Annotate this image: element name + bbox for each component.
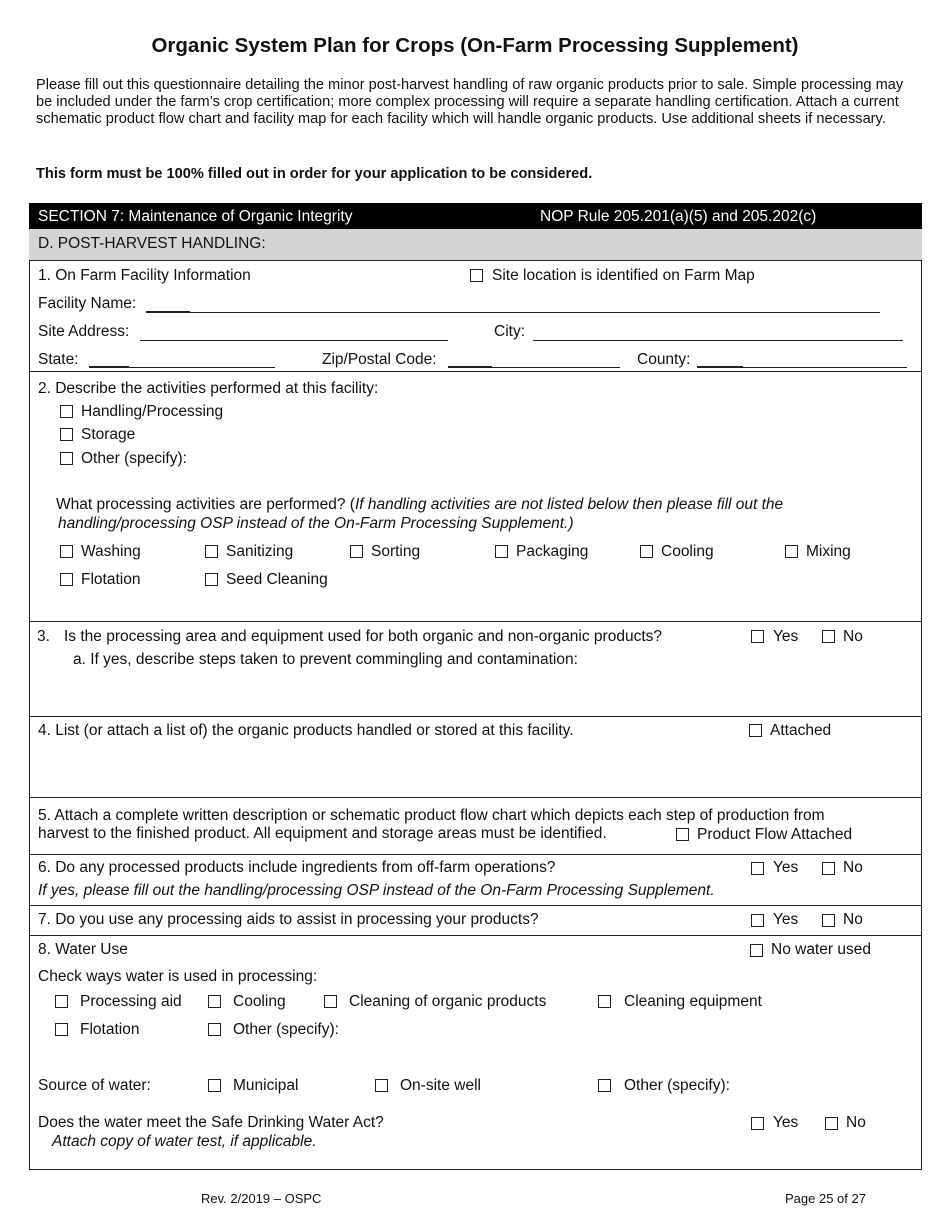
divider: [29, 797, 922, 798]
other-activity-checkbox[interactable]: [60, 452, 73, 465]
water-ways-label: Check ways water is used in processing:: [38, 968, 318, 985]
processing-aid-checkbox[interactable]: [55, 995, 68, 1008]
q7-yes-label: Yes: [773, 911, 799, 928]
product-flow-label: Product Flow Attached: [697, 826, 853, 843]
city-field[interactable]: [533, 340, 903, 341]
underline: [697, 366, 743, 368]
divider: [29, 371, 922, 372]
divider: [29, 854, 922, 855]
sdwa-question: Does the water meet the Safe Drinking Water Act?: [38, 1114, 384, 1131]
storage-label: Storage: [81, 426, 136, 443]
divider: [29, 621, 922, 622]
storage-checkbox[interactable]: [60, 428, 73, 441]
water-cooling-checkbox[interactable]: [208, 995, 221, 1008]
water-flotation-checkbox[interactable]: [55, 1023, 68, 1036]
source-other-label: Other (specify):: [624, 1077, 730, 1094]
sanitizing-checkbox[interactable]: [205, 545, 218, 558]
water-cooling-label: Cooling: [233, 993, 286, 1010]
flotation-label: Flotation: [81, 571, 141, 588]
no-water-label: No water used: [771, 941, 871, 958]
site-address-field[interactable]: [140, 340, 448, 341]
processing-question-text: What processing activities are performed? (: [56, 496, 355, 513]
sanitizing-label: Sanitizing: [226, 543, 294, 560]
subsection-header: [29, 229, 922, 261]
intro-paragraph: Please fill out this questionnaire detailing the minor post-harvest handling of raw organic products prior to sale. Simple processing may be included under the farm’s crop certification; more complex processing will require a separate handling certification. Attach a current schematic product flow chart and facility map for each facility which will handle organic products. Use additional sheets if necessary.: [36, 77, 904, 128]
footer-page-number: Page 25 of 27: [785, 1191, 866, 1206]
q8-heading: 8. Water Use: [38, 941, 128, 958]
facility-name-label: Facility Name:: [38, 295, 137, 312]
water-other-checkbox[interactable]: [208, 1023, 221, 1036]
q4-question: 4. List (or attach a list of) the organic products handled or stored at this facility.: [38, 722, 574, 739]
page-title: Organic System Plan for Crops (On-Farm Processing Supplement): [151, 34, 799, 57]
zip-label: Zip/Postal Code:: [322, 351, 437, 368]
q4-attached-label: Attached: [770, 722, 832, 739]
q3-no-label: No: [843, 628, 863, 645]
sorting-checkbox[interactable]: [350, 545, 363, 558]
q1-heading: 1. On Farm Facility Information: [38, 267, 251, 284]
q5-text-line2: harvest to the finished product. All equipment and storage areas must be identified.: [38, 825, 607, 842]
divider: [29, 935, 922, 936]
state-field[interactable]: [129, 367, 275, 368]
flotation-checkbox[interactable]: [60, 573, 73, 586]
cleaning-equipment-label: Cleaning equipment: [624, 993, 762, 1010]
site-map-checkbox[interactable]: [470, 269, 483, 282]
processing-question: [56, 496, 783, 514]
form-frame: [29, 203, 922, 1170]
sdwa-yes-label: Yes: [773, 1114, 799, 1131]
completion-notice: This form must be 100% filled out in order for your application to be considered.: [36, 166, 593, 182]
mixing-label: Mixing: [806, 543, 851, 560]
washing-label: Washing: [81, 543, 141, 560]
processing-question-note-2: handling/processing OSP instead of the On-Farm Processing Supplement.): [58, 515, 574, 532]
sdwa-no-checkbox[interactable]: [825, 1117, 838, 1130]
facility-name-field[interactable]: [190, 312, 880, 313]
packaging-label: Packaging: [516, 543, 589, 560]
cleaning-organic-checkbox[interactable]: [324, 995, 337, 1008]
section-label: SECTION 7: Maintenance of Organic Integrity: [38, 208, 353, 225]
county-field[interactable]: [743, 367, 907, 368]
q7-yes-checkbox[interactable]: [751, 914, 764, 927]
no-water-checkbox[interactable]: [750, 944, 763, 957]
q3-yes-label: Yes: [773, 628, 799, 645]
water-source-label: Source of water:: [38, 1077, 151, 1094]
section-rule: NOP Rule 205.201(a)(5) and 205.202(c): [540, 208, 817, 225]
q6-no-label: No: [843, 859, 863, 876]
sdwa-no-label: No: [846, 1114, 866, 1131]
footer-revision: Rev. 2/2019 – OSPC: [201, 1191, 322, 1206]
cleaning-equipment-checkbox[interactable]: [598, 995, 611, 1008]
q3-number: 3.: [37, 628, 50, 645]
q6-no-checkbox[interactable]: [822, 862, 835, 875]
q3-yes-checkbox[interactable]: [751, 630, 764, 643]
processing-question-note: If handling activities are not listed below then please fill out the: [354, 496, 784, 513]
county-label: County:: [637, 351, 691, 368]
cooling-checkbox[interactable]: [640, 545, 653, 558]
q3-no-checkbox[interactable]: [822, 630, 835, 643]
q3-question: Is the processing area and equipment used for both organic and non-organic products?: [64, 628, 662, 645]
divider: [29, 905, 922, 906]
onsite-well-checkbox[interactable]: [375, 1079, 388, 1092]
seed-cleaning-checkbox[interactable]: [205, 573, 218, 586]
underline: [448, 366, 492, 368]
handling-processing-checkbox[interactable]: [60, 405, 73, 418]
q2-heading: 2. Describe the activities performed at this facility:: [38, 380, 379, 397]
underline: [89, 366, 129, 368]
q7-no-checkbox[interactable]: [822, 914, 835, 927]
sdwa-note: Attach copy of water test, if applicable.: [52, 1133, 317, 1150]
cleaning-organic-label: Cleaning of organic products: [349, 993, 547, 1010]
underline: [146, 311, 190, 313]
source-other-checkbox[interactable]: [598, 1079, 611, 1092]
seed-cleaning-label: Seed Cleaning: [226, 571, 328, 588]
onsite-well-label: On-site well: [400, 1077, 481, 1094]
sdwa-yes-checkbox[interactable]: [751, 1117, 764, 1130]
cooling-label: Cooling: [661, 543, 714, 560]
state-label: State:: [38, 351, 79, 368]
site-map-label: Site location is identified on Farm Map: [492, 267, 755, 284]
q6-yes-checkbox[interactable]: [751, 862, 764, 875]
subsection-label: D. POST-HARVEST HANDLING:: [38, 235, 266, 252]
sorting-label: Sorting: [371, 543, 421, 560]
municipal-label: Municipal: [233, 1077, 299, 1094]
q5-text-line1: 5. Attach a complete written description or schematic product flow chart which depicts each step of production from: [38, 807, 825, 824]
water-flotation-label: Flotation: [80, 1021, 140, 1038]
processing-aid-label: Processing aid: [80, 993, 182, 1010]
q4-attached-checkbox[interactable]: [749, 724, 762, 737]
section-header: [29, 203, 922, 229]
packaging-checkbox[interactable]: [495, 545, 508, 558]
handling-processing-label: Handling/Processing: [81, 403, 224, 420]
product-flow-checkbox[interactable]: [676, 828, 689, 841]
q6-question: 6. Do any processed products include ingredients from off-farm operations?: [38, 859, 556, 876]
q6-yes-label: Yes: [773, 859, 799, 876]
q7-question: 7. Do you use any processing aids to assist in processing your products?: [38, 911, 539, 928]
q3-subquestion: a. If yes, describe steps taken to prevent commingling and contamination:: [73, 651, 578, 668]
q6-note: If yes, please fill out the handling/processing OSP instead of the On-Farm Processing Supplement.: [38, 882, 715, 899]
water-other-label: Other (specify):: [233, 1021, 339, 1038]
city-label: City:: [494, 323, 525, 340]
zip-field[interactable]: [492, 367, 620, 368]
q7-no-label: No: [843, 911, 863, 928]
site-address-label: Site Address:: [38, 323, 130, 340]
municipal-checkbox[interactable]: [208, 1079, 221, 1092]
mixing-checkbox[interactable]: [785, 545, 798, 558]
washing-checkbox[interactable]: [60, 545, 73, 558]
divider: [29, 716, 922, 717]
other-activity-label: Other (specify):: [81, 450, 187, 467]
